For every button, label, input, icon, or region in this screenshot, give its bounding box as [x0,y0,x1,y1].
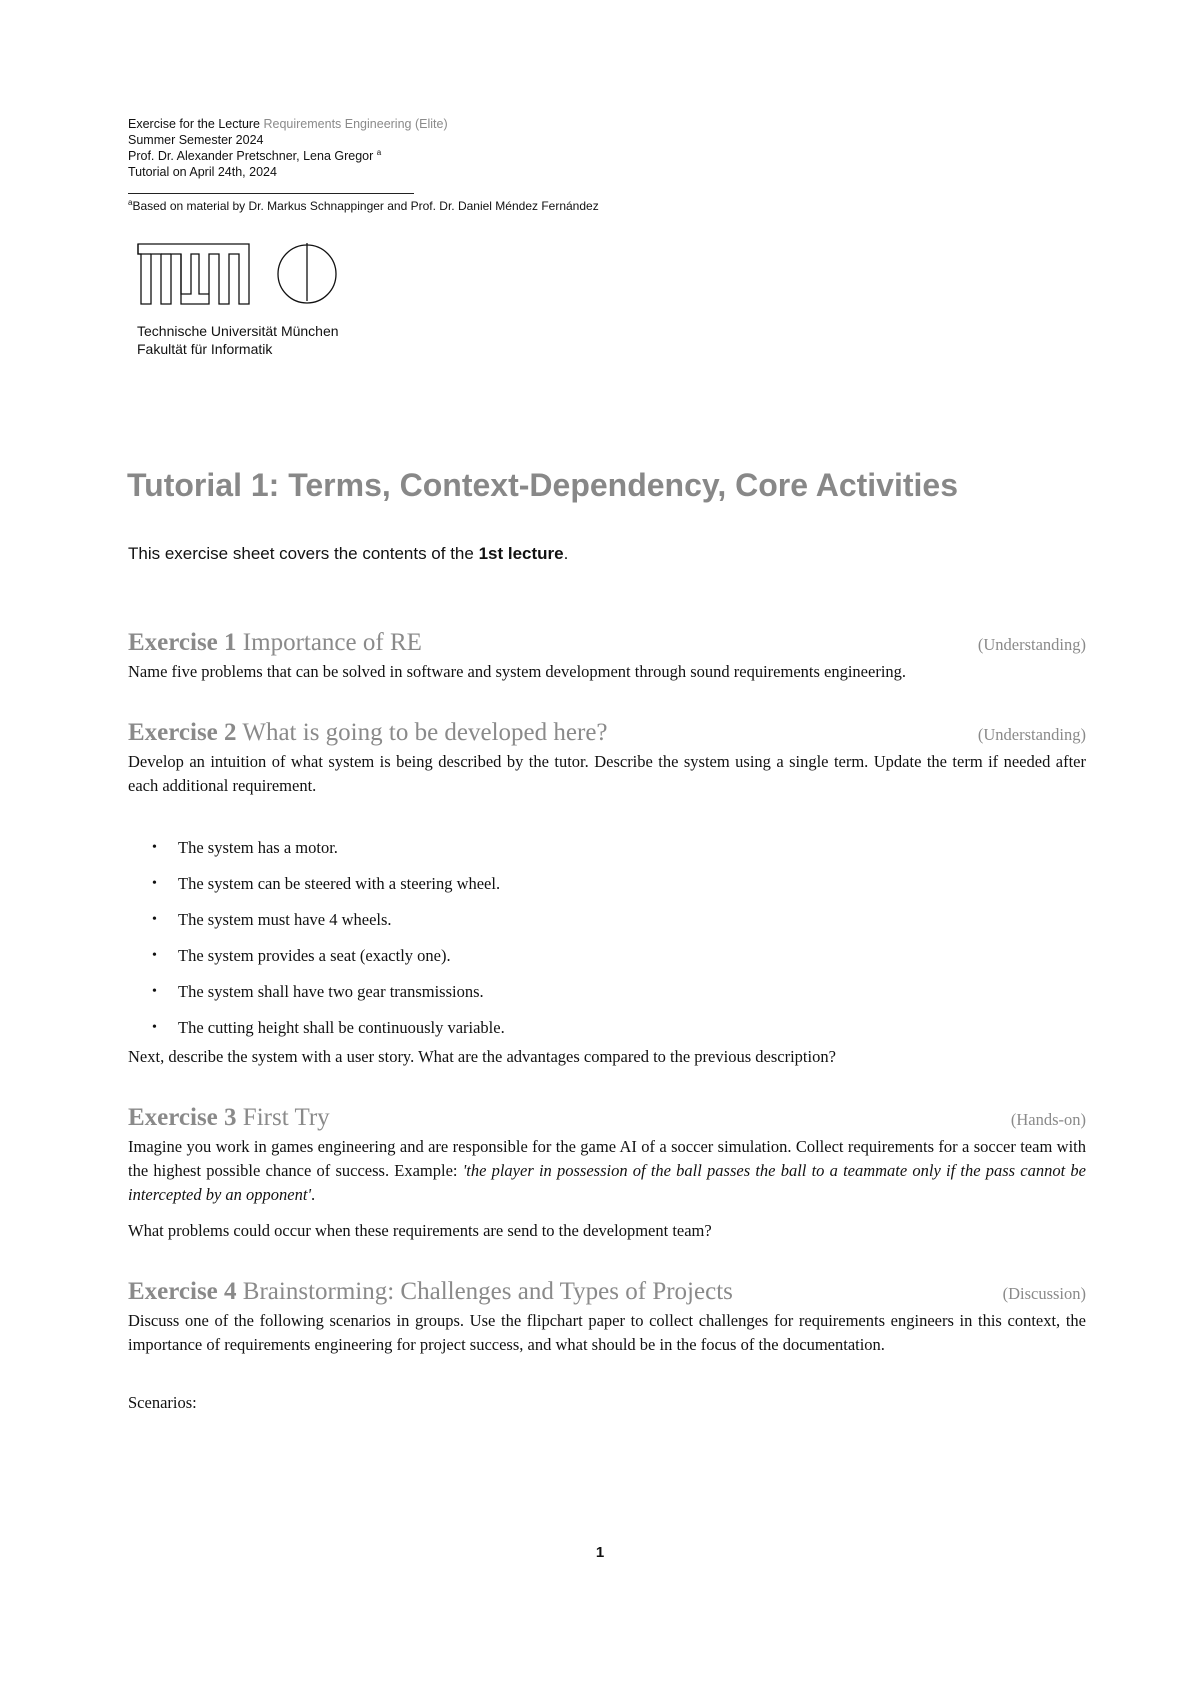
header-semester: Summer Semester 2024 [128,133,264,147]
exercise-3-followup: What problems could occur when these requirements are send to the development team? [128,1221,712,1240]
header-date: Tutorial on April 24th, 2024 [128,165,277,179]
exercise-2-number: Exercise 2 [128,719,237,746]
exercise-4-title: Brainstorming: Challenges and Types of Projects [242,1278,733,1305]
university-label: Technische Universität München [137,323,339,339]
exercise-3-heading [128,1103,1086,1135]
exercise-2-heading [128,718,1086,750]
bullet-icon: • [152,948,157,963]
list-item: • The cutting height shall be continuously variable. [150,1016,1086,1045]
exercise-2-title: What is going to be developed here? [242,719,608,746]
exercise-4-number: Exercise 4 [128,1278,237,1305]
bullet-icon: • [152,984,157,999]
bullet-icon: • [152,876,157,891]
footnote [128,198,599,214]
bullet-icon: • [152,912,157,927]
exercise-3-title: First Try [242,1104,330,1131]
exercise-2-tag: (Understanding) [977,725,1086,744]
exercise-1-text: Name five problems that can be solved in software and system development through sound requirements engineering. [128,662,907,681]
tum-logo-icon [137,243,339,314]
footnote-reference: a [376,147,382,157]
intro-text: This exercise sheet covers the contents of the 1st lecture. [128,544,569,563]
list-item: • The system shall have two gear transmissions. [150,980,1086,1016]
exercise-3-example: 'the player in possession of the ball passes the ball to a teammate only if the pass cannot be intercepted by an opponent' [128,1161,1086,1204]
university-name [137,322,339,358]
exercise-4-tag: (Discussion) [1002,1284,1086,1303]
bullet-icon: • [152,1020,157,1035]
intro-bold: 1st lecture [478,544,564,563]
exercise-1 [128,628,1086,684]
exercise-4-text: Discuss one of the following scenarios in groups. Use the flipchart paper to collect challenges for requirements engineers in this context, the importance of requirements engineering for project success, and what should be in the focus of the documentation. [128,1311,1086,1354]
exercise-2 [128,718,1086,1069]
exercise-3-tag: (Hands-on) [1010,1110,1086,1129]
exercise-2-text: Develop an intuition of what system is being described by the tutor. Describe the system using a single term. Update the term if needed after each additional requirement. [128,752,1086,795]
exercise-3-number: Exercise 3 [128,1104,237,1131]
list-item: • The system provides a seat (exactly one). [150,944,1086,980]
scenarios-label: Scenarios: [128,1393,197,1412]
header-lecture-line: Exercise for the Lecture Requirements Engineering (Elite) [128,117,448,131]
document-header [128,116,448,180]
exercise-1-number: Exercise 1 [128,629,237,656]
faculty-label: Fakultät für Informatik [137,341,273,357]
exercise-3-text: Imagine you work in games engineering and are responsible for the game AI of a soccer simulation. Collect requirements for a soccer team with the highest possible chance of success. Example: 'the player in possession of the ball passes the ball to a teammate only if the pass cannot be intercepted by an opponent'. [128,1137,1086,1204]
exercise-4-heading [128,1277,1086,1309]
list-item: • The system has a motor. [150,836,1086,872]
exercise-4 [128,1277,1086,1415]
list-item: • The system can be steered with a steering wheel. [150,872,1086,908]
exercise-1-title: Importance of RE [242,629,422,656]
exercise-1-tag: (Understanding) [977,635,1086,654]
footnote-marker: a [128,198,133,207]
exercise-content [128,628,1086,1415]
footnote-rule [128,193,414,194]
exercise-2-followup: Next, describe the system with a user story. What are the advantages compared to the previous description? [128,1047,836,1066]
header-authors: Prof. Dr. Alexander Pretschner, Lena Gregor [128,149,374,163]
footnote-text: Based on material by Dr. Markus Schnappinger and Prof. Dr. Daniel Méndez Fernández [132,199,599,213]
bullet-icon: • [152,840,157,855]
exercise-3 [128,1103,1086,1243]
header-authors-line [128,148,448,164]
requirements-list [128,836,1086,1045]
exercise-1-heading [128,628,1086,660]
course-name: Requirements Engineering (Elite) [263,117,448,131]
list-item: • The system must have 4 wheels. [150,908,1086,944]
page-number: 1 [595,1544,605,1561]
page-title: Tutorial 1: Terms, Context-Dependency, Core Activities [127,467,958,503]
